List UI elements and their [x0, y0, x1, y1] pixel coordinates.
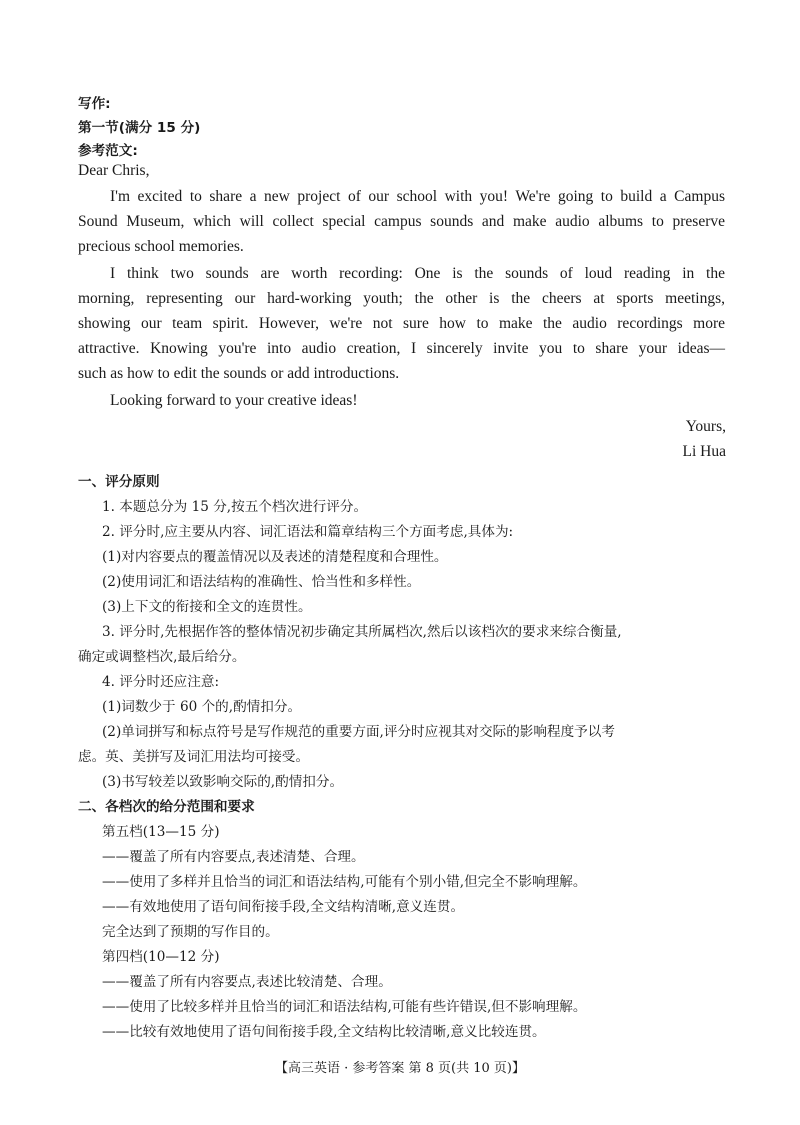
page-footer: 【高三英语 · 参考答案 第 8 页(共 10 页)】 [274, 1061, 525, 1076]
letter-closing: Yours, [685, 418, 726, 435]
letter-p3: Looking forward to your creative ideas! [110, 392, 358, 409]
principles-heading: 一、评分原则 [78, 474, 160, 490]
part-title: 第一节(满分 15 分) [78, 120, 201, 136]
principle-line: 2. 评分时,应主要从内容、词汇语法和篇章结构三个方面考虑,具体为: [102, 524, 514, 540]
letter-p1-line: I'm excited to share a new project of our school with you! We're going to build a Campus [110, 188, 725, 205]
level5-title: 第五档(13—15 分) [102, 824, 220, 840]
principle-line: (3)上下文的衔接和全文的连贯性。 [102, 599, 312, 615]
letter-greeting: Dear Chris, [78, 162, 150, 179]
principle-line: 确定或调整档次,最后给分。 [78, 649, 246, 665]
principle-line: (1)词数少于 60 个的,酌情扣分。 [102, 699, 302, 715]
letter-p2-line: such as how to edit the sounds or add introductions. [78, 365, 400, 382]
letter-p1-line: precious school memories. [78, 238, 244, 255]
level4-item: ——覆盖了所有内容要点,表述比较清楚、合理。 [102, 974, 392, 990]
level5-item: ——有效地使用了语句间衔接手段,全文结构清晰,意义连贯。 [102, 899, 465, 915]
principle-line: 4. 评分时还应注意: [102, 674, 220, 690]
level5-summary: 完全达到了预期的写作目的。 [102, 924, 279, 940]
level4-item: ——使用了比较多样并且恰当的词汇和语法结构,可能有些许错误,但不影响理解。 [102, 999, 587, 1015]
level4-title: 第四档(10—12 分) [102, 949, 220, 965]
letter-p2-line: I think two sounds are worth recording: One is the sounds of loud reading in the [110, 265, 725, 282]
principle-line: 虑。英、美拼写及词汇用法均可接受。 [78, 749, 310, 765]
letter-p2-line: morning, representing our hard-working youth; the other is the cheers at sports meetings, [78, 290, 725, 307]
letter-p2-line: showing our team spirit. However, we're not sure how to make the audio recordings more [78, 315, 725, 332]
letter-p2-line: attractive. Knowing you're into audio creation, I sincerely invite you to share your ideas— [78, 340, 725, 357]
principle-line: (2)单词拼写和标点符号是写作规范的重要方面,评分时应视其对交际的影响程度予以考 [102, 724, 615, 740]
level5-item: ——覆盖了所有内容要点,表述清楚、合理。 [102, 849, 365, 865]
level5-item: ——使用了多样并且恰当的词汇和语法结构,可能有个别小错,但完全不影响理解。 [102, 874, 587, 890]
letter-signature: Li Hua [682, 443, 726, 460]
section-title: 写作: [78, 96, 111, 112]
letter-p1-line: Sound Museum, which will collect special campus sounds and make audio albums to preserve [78, 213, 725, 230]
principle-line: 1. 本题总分为 15 分,按五个档次进行评分。 [102, 499, 368, 515]
sample-label: 参考范文: [78, 143, 138, 159]
level4-item: ——比较有效地使用了语句间衔接手段,全文结构比较清晰,意义比较连贯。 [102, 1024, 546, 1040]
principle-line: (3)书写较差以致影响交际的,酌情扣分。 [102, 774, 344, 790]
principle-line: (1)对内容要点的覆盖情况以及表述的清楚程度和合理性。 [102, 549, 448, 565]
levels-heading: 二、各档次的给分范围和要求 [78, 799, 255, 815]
principle-line: (2)使用词汇和语法结构的准确性、恰当性和多样性。 [102, 574, 421, 590]
principle-line: 3. 评分时,先根据作答的整体情况初步确定其所属档次,然后以该档次的要求来综合衡量, [102, 624, 622, 640]
